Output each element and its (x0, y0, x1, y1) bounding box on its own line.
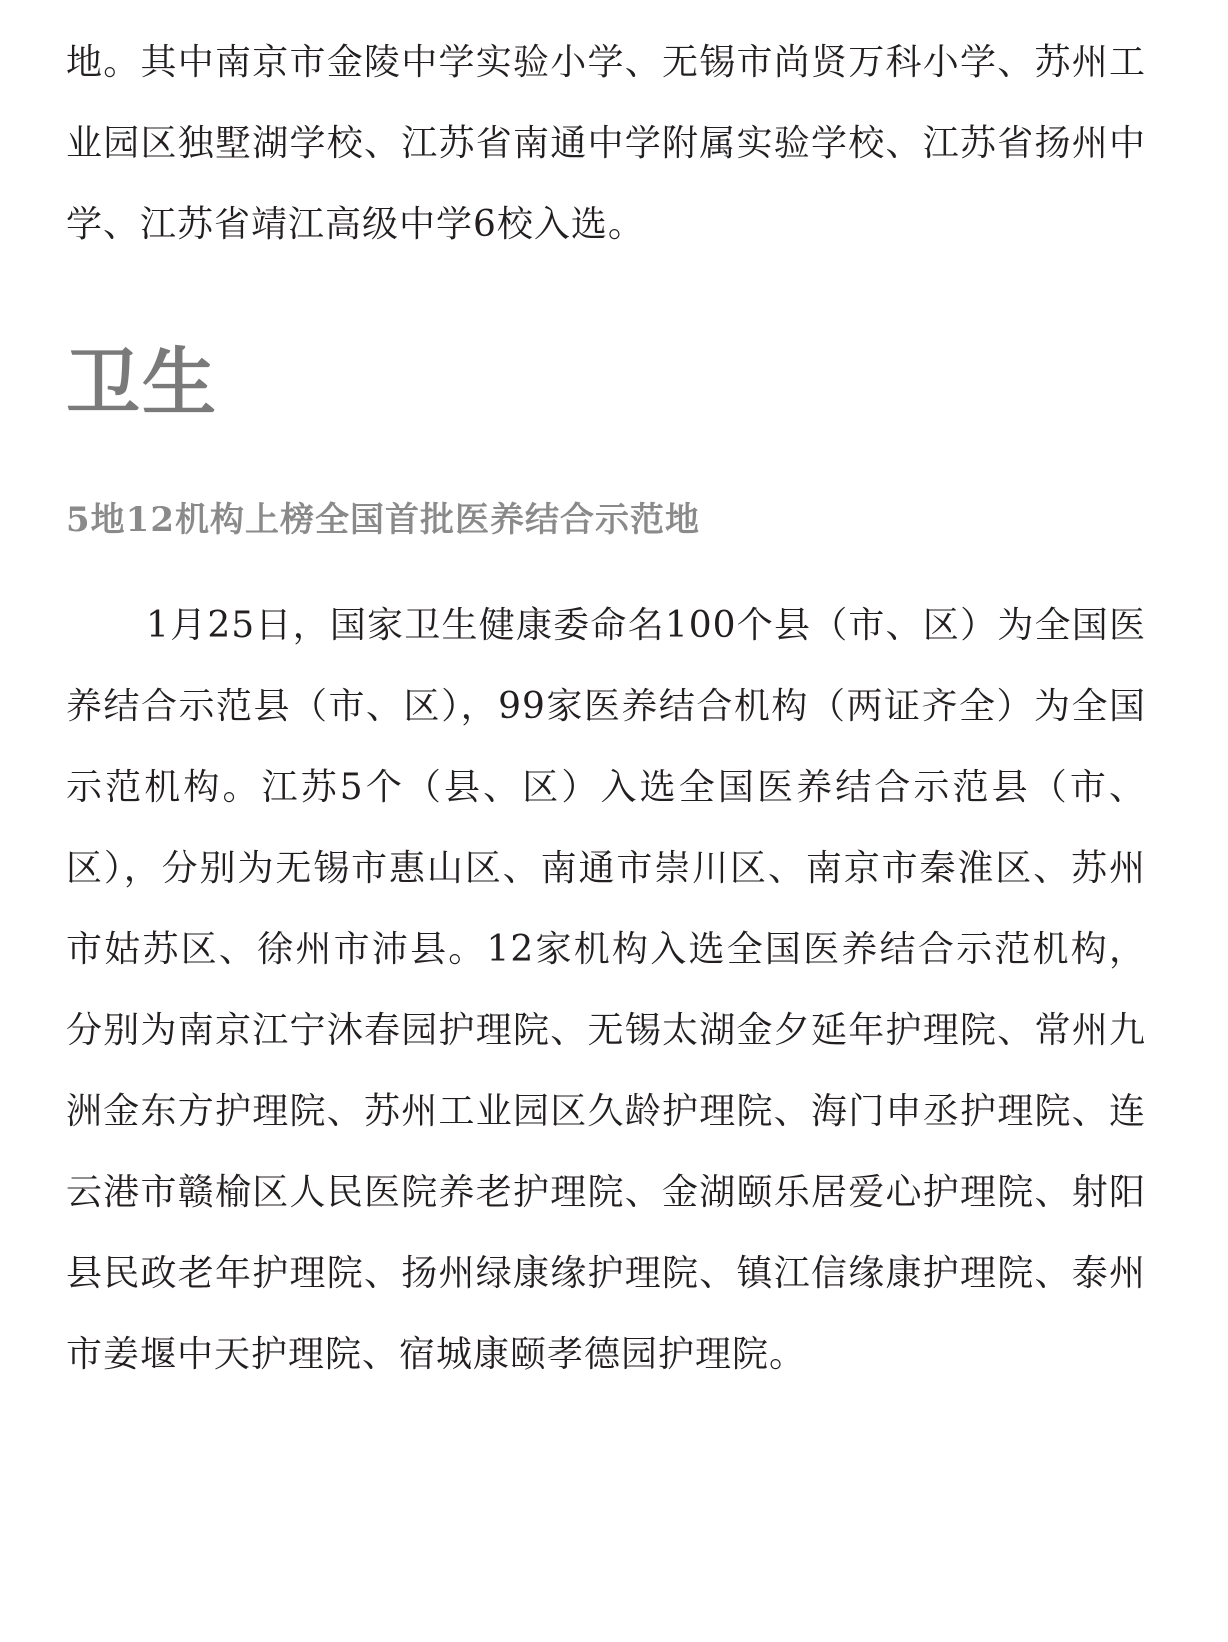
article-title: 5地12机构上榜全国首批医养结合示范地 (66, 500, 700, 540)
section-heading: 卫生 (66, 340, 218, 426)
continued-paragraph: 地。其中南京市金陵中学实验小学、无锡市尚贤万科小学、苏州工业园区独墅湖学校、江苏省南通中学附属实验学校、江苏省扬州中学、江苏省靖江高级中学6校入选。 (66, 42, 1146, 245)
article-body: 1月25日，国家卫生健康委命名100个县（市、区）为全国医养结合示范县（市、区），99家医养结合机构（两证齐全）为全国示范机构。江苏5个（县、区）入选全国医养结合示范县（市、区），分别为无锡市惠山区、南通市崇川区、南京市秦淮区、苏州市姑苏区、徐州市沛县。12家机构入选全国医养结合示范机构，分别为南京江宁沐春园护理院、无锡太湖金夕延年护理院、常州九洲金东方护理院、苏州工业园区久龄护理院、海门申丞护理院、连云港市赣榆区人民医院养老护理院、金湖颐乐居爱心护理院、射阳县民政老年护理院、扬州绿康缘护理院、镇江信缘康护理院、泰州市姜堰中天护理院、宿城康颐孝德园护理院。 (66, 605, 1146, 1375)
